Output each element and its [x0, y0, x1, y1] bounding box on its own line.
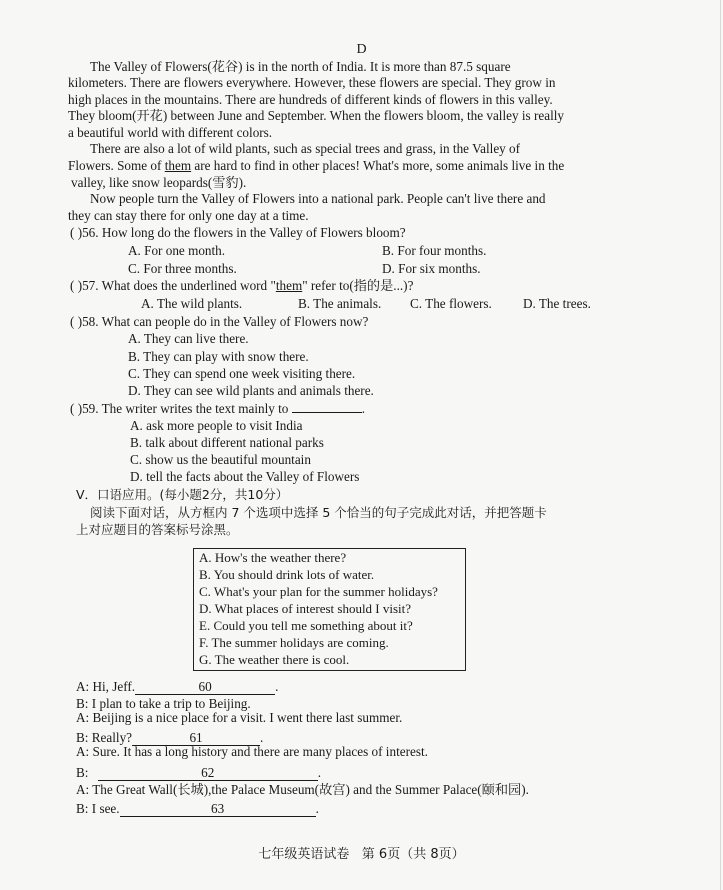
- question-57-option-a: A. The wild plants.: [141, 296, 243, 311]
- question-57-underlined-word: them: [275, 278, 303, 293]
- passage-line-1: The Valley of Flowers(花谷) is in the north of India. It is more than 87.5 square: [90, 59, 511, 74]
- question-59-stem-end: .: [361, 401, 365, 416]
- passage-line-10: they can stay there for only one day at a time.: [68, 208, 309, 223]
- question-59-stem-text: ( )59. The writer writes the text mainly to: [70, 401, 289, 416]
- question-59-option-b: B. talk about different national parks: [130, 435, 324, 450]
- box-option-e: E. Could you tell me something about it?: [199, 618, 413, 633]
- answer-blank-60: 60: [135, 679, 275, 695]
- question-57-option-d: D. The trees.: [523, 296, 591, 311]
- passage-text: Flowers. Some of: [68, 158, 162, 173]
- box-option-f: F. The summer holidays are coming.: [199, 635, 389, 650]
- question-58-option-c: C. They can spend one week visiting there.: [128, 366, 356, 381]
- options-box: [193, 548, 466, 671]
- passage-line-4: They bloom(开花) between June and September. When the flowers bloom, the valley is really: [68, 108, 564, 123]
- dialogue-period: .: [260, 730, 264, 745]
- question-59-option-c: C. show us the beautiful mountain: [130, 452, 311, 467]
- question-59-option-d: D. tell the facts about the Valley of Flowers: [130, 469, 360, 484]
- box-option-b: B. You should drink lots of water.: [199, 567, 375, 582]
- question-57-stem-end: " refer to(指的是...)?: [302, 278, 414, 293]
- dialogue-line-3: A: Beijing is a nice place for a visit. I went there last summer.: [76, 710, 403, 725]
- question-58-stem: ( )58. What can people do in the Valley of Flowers now?: [70, 314, 369, 329]
- answer-blank-61: 61: [132, 730, 260, 746]
- question-59-option-a: A. ask more people to visit India: [130, 418, 303, 433]
- question-57-stem-start: ( )57. What does the underlined word ": [70, 278, 276, 293]
- dialogue-line-2: B: I plan to take a trip to Beijing.: [76, 696, 251, 711]
- answer-blank: [292, 412, 362, 413]
- dialogue-line-5: A: Sure. It has a long history and there are many places of interest.: [76, 744, 428, 759]
- passage-line-9: Now people turn the Valley of Flowers into a national park. People can't live there and: [90, 191, 546, 206]
- dialogue-line-7: A: The Great Wall(长城),the Palace Museum(故宫) and the Summer Palace(颐和园).: [76, 782, 529, 797]
- passage-line-2: kilometers. There are flowers everywhere. However, these flowers are special. They grow in: [68, 75, 556, 90]
- passage-text: are hard to find in other places! What's more, some animals live in the: [194, 158, 565, 173]
- passage-line-8: valley, like snow leopards(雪豹).: [71, 175, 247, 190]
- page-edge-divider: [720, 0, 721, 890]
- question-57-option-b: B. The animals.: [298, 296, 382, 311]
- question-58-option-b: B. They can play with snow there.: [128, 349, 309, 364]
- box-option-c: C. What's your plan for the summer holidays?: [199, 584, 438, 599]
- dialogue-period: .: [275, 679, 279, 694]
- dialogue-period: .: [315, 801, 319, 816]
- box-option-g: G. The weather there is cool.: [199, 652, 350, 667]
- passage-line-6: There are also a lot of wild plants, such as special trees and grass, in the Valley of: [90, 141, 521, 156]
- question-57-option-c: C. The flowers.: [410, 296, 492, 311]
- dialogue-period: .: [317, 765, 322, 780]
- underlined-word-them: them: [164, 158, 192, 173]
- question-59-stem: [70, 400, 365, 417]
- page-footer: 七年级英语试卷 第 6页（共 8页）: [258, 847, 465, 862]
- section-5-heading: V．口语应用。(每小题2分，共10分）: [76, 487, 289, 502]
- passage-line-7: [68, 157, 564, 174]
- question-58-option-d: D. They can see wild plants and animals there.: [128, 383, 374, 398]
- question-56-option-b: B. For four months.: [382, 243, 487, 258]
- dialogue-line-1: [76, 678, 278, 695]
- dialogue-line-8: [76, 800, 319, 817]
- dialogue-speaker-text: B: I see.: [76, 801, 120, 816]
- answer-blank-62: 62: [98, 765, 318, 781]
- question-56-option-a: A. For one month.: [128, 243, 226, 258]
- question-58-option-a: A. They can live there.: [128, 331, 249, 346]
- dialogue-speaker-text: B:: [76, 765, 89, 780]
- dialogue-line-6: [76, 764, 321, 781]
- dialogue-speaker-text: B: Really?: [76, 730, 133, 745]
- passage-line-3: high places in the mountains. There are hundreds of different kinds of flowers in this valley.: [68, 92, 553, 107]
- passage-line-5: a beautiful world with different colors.: [68, 125, 273, 140]
- question-56-option-c: C. For three months.: [128, 261, 237, 276]
- box-option-d: D. What places of interest should I visit?: [199, 601, 412, 616]
- question-56-option-d: D. For six months.: [382, 261, 481, 276]
- section-5-instructions: 阅读下面对话，从方框内 7 个选项中选择 5 个恰当的句子完成此对话，并把答题卡: [90, 505, 547, 520]
- section-letter: D: [356, 42, 367, 57]
- question-56-stem: ( )56. How long do the flowers in the Valley of Flowers bloom?: [70, 225, 406, 240]
- dialogue-speaker-text: A: Hi, Jeff.: [76, 679, 136, 694]
- answer-blank-63: 63: [120, 801, 316, 817]
- question-57-stem: [70, 277, 413, 294]
- section-5-instructions-cont: 上对应题目的答案标号涂黑。: [76, 522, 239, 537]
- box-option-a: A. How's the weather there?: [199, 550, 347, 565]
